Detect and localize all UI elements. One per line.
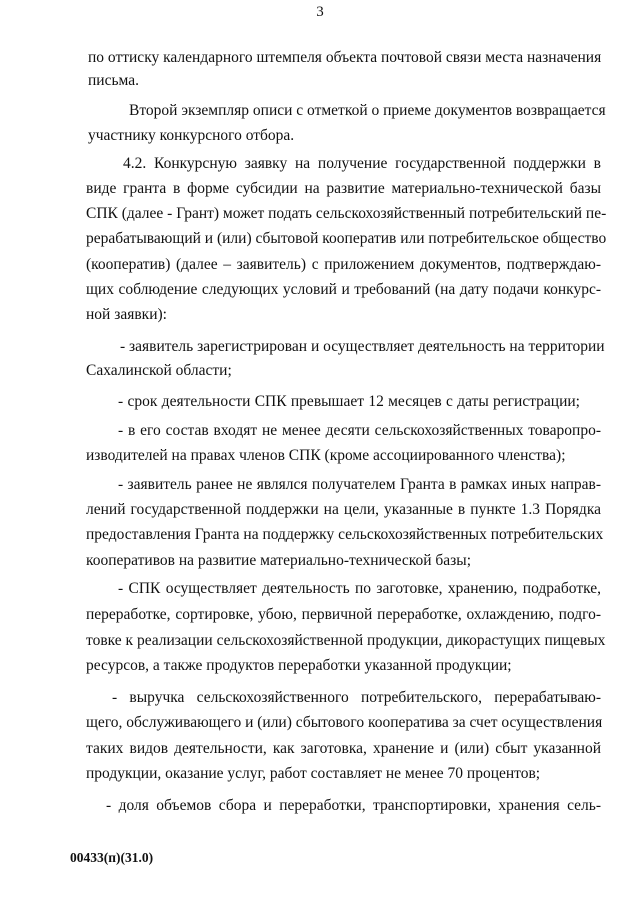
text-line: - в его состав входят не менее десяти сельскохозяйственных товаропро- [118, 422, 601, 439]
text-line: переработке, сортировке, убою, первичной переработке, охлаждению, подго- [86, 606, 601, 623]
text-line: Второй экземпляр описи с отметкой о приеме документов возвращается [129, 102, 606, 119]
text-line: - СПК осуществляет деятельность по заготовке, хранению, подработке, [118, 580, 601, 597]
text-line: - срок деятельности СПК превышает 12 месяцев с даты регистрации; [118, 393, 580, 410]
text-line: письма. [88, 72, 139, 89]
text-line: ной заявки): [86, 306, 167, 323]
text-line: ресурсов, а также продуктов переработки указанной продукции; [86, 657, 512, 674]
text-line: рерабатывающий и (или) сбытовой кооператив или потребительское общество [86, 230, 607, 247]
text-line: лений государственной поддержки на цели, указанные в пункте 1.3 Порядка [86, 501, 601, 518]
text-line: Сахалинской области; [86, 362, 232, 379]
text-line: - доля объемов сбора и переработки, транспортировки, хранения сель- [106, 797, 601, 814]
text-line: товке к реализации сельскохозяйственной продукции, дикорастущих пищевых [86, 632, 606, 649]
text-line: кооперативов на развитие материально-технической базы; [86, 552, 472, 569]
text-line: 4.2. Конкурсную заявку на получение государственной поддержки в [123, 155, 601, 172]
text-line: - выручка сельскохозяйственного потребительского, перерабатываю- [112, 689, 601, 706]
page-number: 3 [316, 4, 324, 20]
text-line: предоставления Гранта на поддержку сельскохозяйственных потребительских [86, 526, 604, 543]
text-line: виде гранта в форме субсидии на развитие материально-технической базы [86, 180, 601, 197]
text-line: изводителей на правах членов СПК (кроме ассоциированного членства); [86, 447, 566, 464]
text-line: по оттиску календарного штемпеля объекта почтовой связи места назначения [88, 49, 602, 66]
text-line: продукции, оказание услуг, работ составляет не менее 70 процентов; [86, 765, 541, 782]
text-line: щих соблюдение следующих условий и требований (на дату подачи конкурс- [86, 281, 601, 298]
text-line: - заявитель зарегистрирован и осуществляет деятельность на территории [120, 338, 605, 355]
text-line: участнику конкурсного отбора. [88, 127, 295, 144]
text-line: щего, обслуживающего и (или) сбытового кооператива за счет осуществления [86, 714, 603, 731]
text-line: СПК (далее - Грант) может подать сельскохозяйственный потребительский пе- [86, 205, 607, 222]
footer-document-code: 00433(п)(31.0) [70, 850, 154, 865]
text-line: - заявитель ранее не являлся получателем Гранта в рамках иных направ- [118, 476, 601, 493]
text-line: (кооператив) (далее – заявитель) с приложением документов, подтверждаю- [86, 256, 601, 273]
text-line: таких видов деятельности, как заготовка, хранение и (или) сбыт указанной [86, 740, 601, 757]
